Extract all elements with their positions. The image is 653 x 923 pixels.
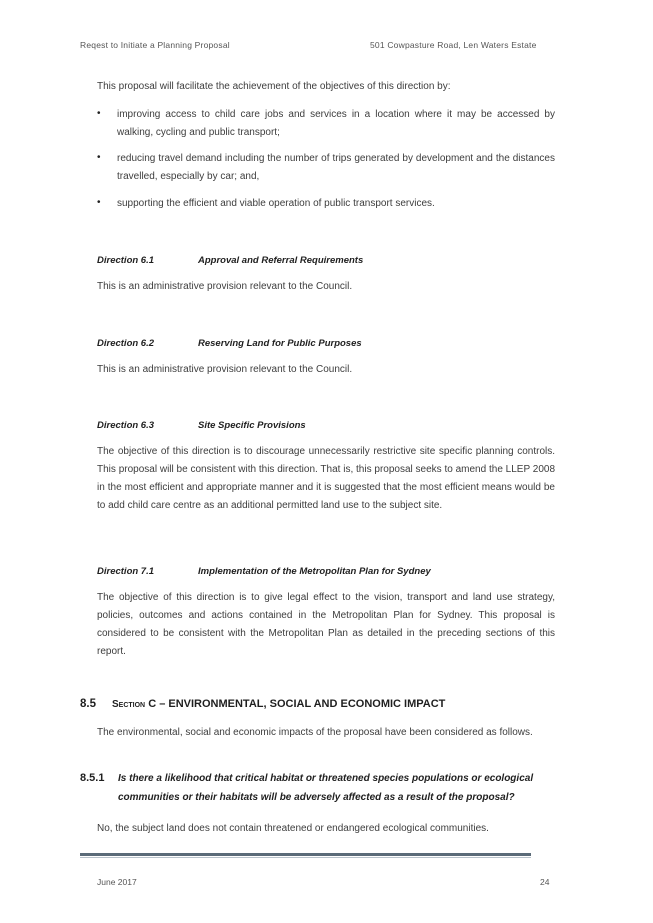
subsection-question: Is there a likelihood that critical habitat or threatened species populations or ecological communities or their habitats will be adversely affected as a result of the proposal? [118, 773, 534, 803]
header-left: Reqest to Initiate a Planning Proposal [80, 40, 230, 50]
direction-body: The objective of this direction is to give legal effect to the vision, transport and land use strategy, policies, outcomes and actions contained in the Metropolitan Plan for Sydney. This proposal is considered to be consistent with the Metropolitan Plan as detailed in the preceding sections of this report. [97, 592, 555, 657]
bullet-marker: • [97, 197, 101, 208]
direction-title: Reserving Land for Public Purposes [198, 338, 362, 349]
direction-number: Direction 6.3 [97, 420, 155, 431]
section-body: The environmental, social and economic impacts of the proposal have been considered as follows. [97, 727, 533, 738]
direction-number: Direction 7.1 [97, 566, 155, 577]
footer-rule-thin [80, 857, 531, 858]
header-right: 501 Cowpasture Road, Len Waters Estate [370, 40, 537, 50]
section-prefix: Section [112, 699, 146, 710]
subsection-answer: No, the subject land does not contain threatened or endangered ecological communities. [97, 823, 489, 834]
bullet-marker: • [97, 152, 101, 163]
bullet-item: supporting the efficient and viable operation of public transport services. [117, 198, 435, 209]
direction-title: Approval and Referral Requirements [198, 255, 364, 266]
direction-number: Direction 6.2 [97, 338, 155, 349]
bullet-item: improving access to child care jobs and services in a location where it may be accessed by walking, cycling and public transport; [117, 109, 555, 138]
page-number: 24 [540, 877, 550, 887]
direction-body: This is an administrative provision relevant to the Council. [97, 364, 353, 375]
bullet-marker: • [97, 108, 101, 119]
section-heading [112, 698, 445, 710]
direction-body: This is an administrative provision relevant to the Council. [97, 281, 353, 292]
section-number: 8.5 [80, 698, 96, 710]
direction-number: Direction 6.1 [97, 255, 155, 266]
footer-date: June 2017 [97, 877, 137, 887]
intro-paragraph: This proposal will facilitate the achievement of the objectives of this direction by: [97, 81, 451, 92]
footer-rule [80, 853, 531, 856]
direction-title: Site Specific Provisions [198, 420, 306, 431]
bullet-item: reducing travel demand including the number of trips generated by development and the distances travelled, especially by car; and, [117, 153, 555, 182]
subsection-number: 8.5.1 [80, 772, 105, 784]
direction-body: The objective of this direction is to discourage unnecessarily restrictive site specific planning controls. This proposal will be consistent with this direction. That is, this proposal seeks to amend the LLEP 2008 in the most efficient and appropriate manner and it is suggested that the most efficient means would be to add child care centre as an additional permitted land use to the subject site. [97, 446, 555, 511]
direction-title: Implementation of the Metropolitan Plan for Sydney [198, 566, 431, 577]
section-title: C – ENVIRONMENTAL, SOCIAL AND ECONOMIC IMPACT [148, 698, 446, 710]
